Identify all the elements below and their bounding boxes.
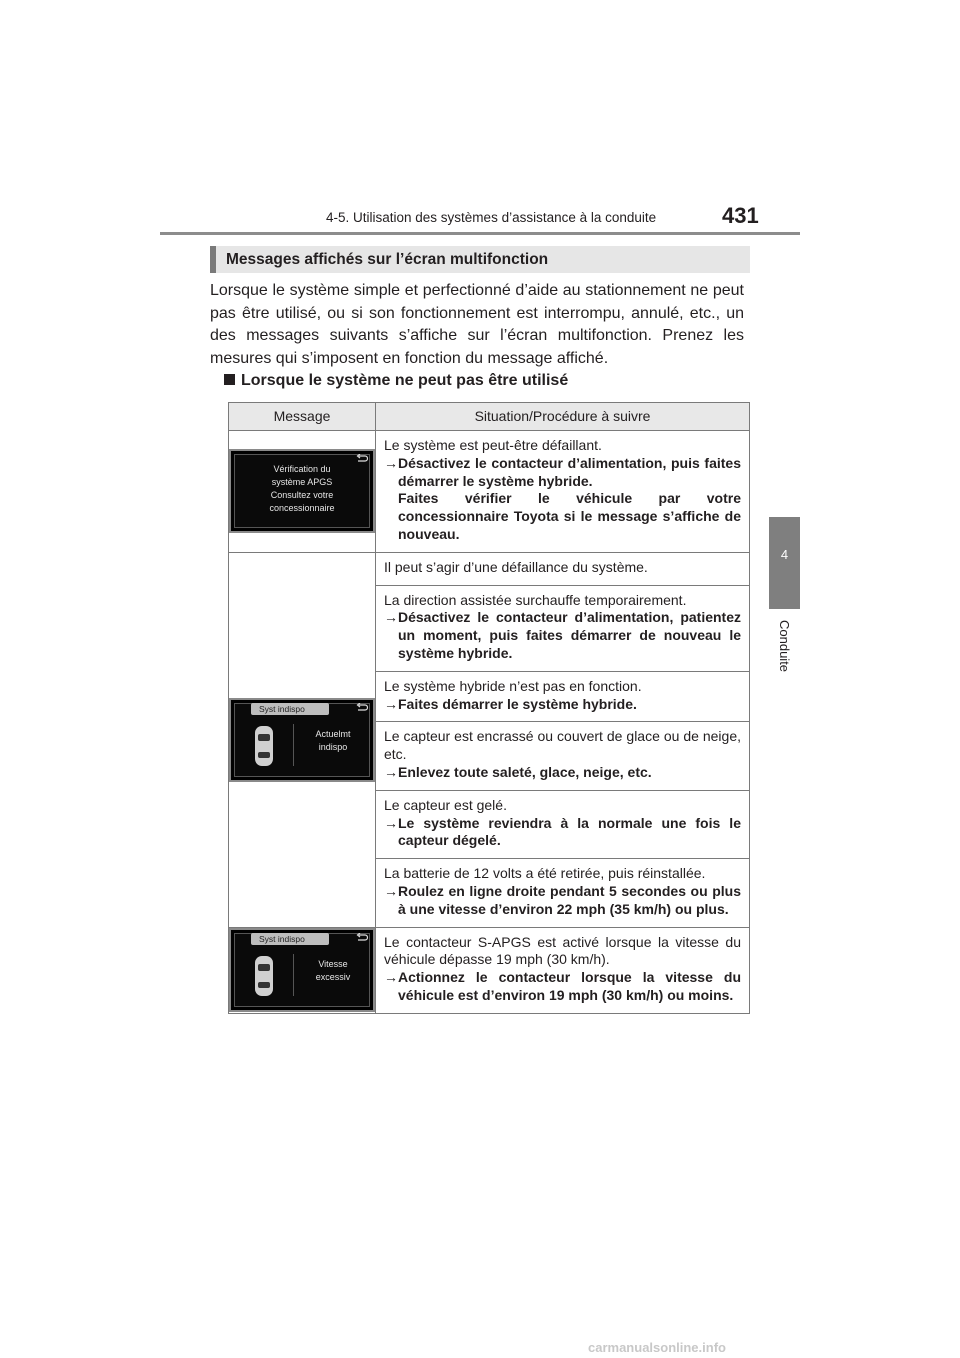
situation-cell: Le système hybride n’est pas en fonction. → Faites démarrer le système hybride. <box>376 671 750 722</box>
square-bullet-icon <box>224 374 235 385</box>
return-arrow-icon <box>356 703 368 713</box>
arrow-icon: → <box>384 763 398 780</box>
status-pill: Syst indispo <box>251 933 329 945</box>
arrow-icon: → <box>384 882 398 899</box>
situation-cell: Le capteur est gelé. → Le système reviendra à la normale une fois le capteur dégelé. <box>376 790 750 858</box>
subheading <box>224 372 568 390</box>
situation-cell: Le capteur est encrassé ou couvert de glace ou de neige, etc. → Enlevez toute saleté, glace, neige, etc. <box>376 722 750 790</box>
subheading-text: Lorsque le système ne peut pas être utilisé <box>241 372 569 389</box>
situation-cell: La direction assistée surchauffe temporairement. → Désactivez le contacteur d’alimentation, patientez un moment, puis faites démarrer de nouveau le système hybride. <box>376 585 750 671</box>
car-top-view-icon <box>251 724 277 768</box>
message-image-cell <box>229 431 376 553</box>
screen-text: Actuelmt indispo <box>315 728 351 752</box>
table-row <box>229 927 750 1013</box>
chapter-tab-label-box <box>769 620 800 680</box>
screen-text: Vitesse excessiv <box>315 959 351 983</box>
message-image-cell <box>229 552 376 927</box>
column-header-message: Message <box>229 403 376 431</box>
intro-paragraph: Lorsque le système simple et perfectionné d’aide au stationnement ne peut pas être utilisé, ou si son fonctionnement est interrompu, annulé, etc., un des messages suivants s’affiche sur l’écran multifonction. Prenez les mesures qui s’imposent en fonction du message affiché. <box>210 282 744 367</box>
arrow-icon: → <box>384 814 398 831</box>
section-heading: Messages affichés sur l’écran multifonction <box>210 246 750 273</box>
footer-watermark: carmanualsonline.info <box>588 1340 726 1355</box>
situation-cell: Il peut s’agir d’une défaillance du système. <box>376 552 750 585</box>
chapter-tab-label: Conduite <box>777 620 792 673</box>
table-row <box>229 431 750 553</box>
column-header-situation: Situation/Procédure à suivre <box>376 403 750 431</box>
table-row <box>229 552 750 585</box>
arrow-icon: → <box>384 454 398 471</box>
situation-cell: La batterie de 12 volts a été retirée, puis réinstallée. → Roulez en ligne droite pendant 5 secondes ou plus à une vitesse d’environ 22 mph (35 km/h) ou plus. <box>376 859 750 927</box>
table-header-row <box>229 403 750 431</box>
screen-apgs-check <box>229 449 375 533</box>
arrow-icon: → <box>384 969 398 986</box>
header-section-title: 4-5. Utilisation des systèmes d’assistance à la conduite <box>326 210 657 225</box>
return-arrow-icon <box>356 933 368 943</box>
car-top-view-icon <box>251 954 277 998</box>
header-rule <box>160 232 800 235</box>
chapter-tab: 4 <box>769 517 800 609</box>
situation-cell: Le contacteur S-APGS est activé lorsque la vitesse du véhicule dépasse 19 mph (30 km/h). → Actionnez le contacteur lorsque la vitesse du véhicule est d’environ 19 mph (30 km/h) ou moins. <box>376 927 750 1013</box>
screen-text: Vérification du système APGS Consultez votre concessionnaire <box>269 464 335 514</box>
screen-vitesse-excessiv <box>229 928 375 1012</box>
message-image-cell <box>229 927 376 1013</box>
arrow-icon: → <box>384 695 398 712</box>
screen-syst-indispo <box>229 698 375 782</box>
arrow-icon: → <box>384 609 398 626</box>
messages-table <box>228 402 750 1014</box>
situation-cell: Le système est peut-être défaillant. → Désactivez le contacteur d’alimentation, puis faites démarrer le système hybride. Faites vérifier le véhicule par votre concessionnaire Toyota si le message s’affiche de nouveau. <box>376 431 750 553</box>
status-pill: Syst indispo <box>251 703 329 715</box>
page-number: 431 <box>722 203 759 228</box>
